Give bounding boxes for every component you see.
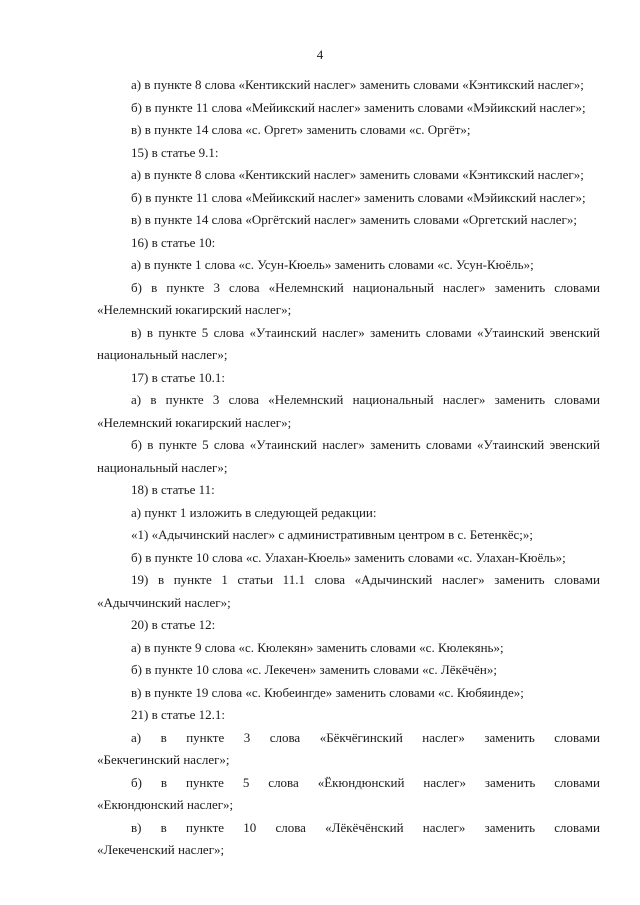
- word: в): [131, 324, 142, 340]
- word: наслег»: [422, 819, 466, 835]
- justified-line: [131, 281, 600, 294]
- word: в: [160, 729, 167, 745]
- word: б): [131, 774, 142, 790]
- word: национальный: [352, 392, 434, 407]
- justified-line: [131, 573, 600, 586]
- word: словами: [554, 392, 600, 407]
- paragraph-line: 21) в статье 12.1:: [131, 707, 226, 722]
- word: заменить: [494, 572, 545, 587]
- word: слова: [275, 819, 306, 835]
- word: в: [147, 437, 154, 452]
- page-number: 4: [316, 47, 324, 62]
- paragraph-line: в) в пункте 14 слова «с. Оргет» заменить словами «с. Оргёт»;: [131, 122, 471, 137]
- word: пункте: [158, 437, 197, 452]
- paragraph-line: 18) в статье 11:: [131, 482, 215, 497]
- continuation-line: «Нелемнский юкагирский наслег»;: [97, 414, 292, 430]
- paragraph-line: 16) в статье 10:: [131, 234, 216, 250]
- word: пункте: [173, 572, 212, 587]
- paragraph-line: в) в пункте 14 слова «Оргётский наслег» заменить словами «Оргетский наслег»;: [131, 212, 577, 227]
- word: слова: [269, 729, 301, 745]
- continuation-line: «Адыччинский наслег»;: [97, 594, 231, 610]
- word: 3: [213, 279, 220, 295]
- word: наслег»: [423, 774, 466, 790]
- justified-line: [131, 393, 600, 406]
- word: статьи: [237, 572, 274, 587]
- word: «Бёкчёгинский: [319, 729, 403, 745]
- word: 5: [201, 324, 209, 340]
- paragraph-line: б) в пункте 10 слова «с. Лекечен» заменить словами «с. Лёкёчён»;: [131, 662, 497, 677]
- paragraph-line: 15) в статье 9.1:: [131, 144, 219, 160]
- word: 3: [212, 392, 220, 407]
- word: пункте: [185, 774, 224, 790]
- word: пункте: [158, 324, 197, 340]
- word: заменить: [484, 729, 535, 745]
- word: словами: [554, 774, 600, 790]
- word: 19): [131, 572, 149, 587]
- word: в: [146, 324, 153, 340]
- word: заменить: [494, 392, 546, 407]
- word: б): [131, 437, 142, 452]
- word: национальный: [352, 279, 434, 295]
- word: 1: [221, 572, 228, 587]
- word: «Утаинский: [249, 437, 317, 452]
- paragraph-line: б) в пункте 10 слова «с. Улахан-Кюель» заменить словами «с. Улахан-Кюёль»;: [131, 549, 566, 565]
- word: слова: [213, 437, 245, 452]
- justified-line: [131, 731, 600, 744]
- word: слова: [268, 774, 299, 790]
- word: в: [150, 392, 157, 407]
- word: словами: [425, 324, 472, 340]
- paragraph-line: в) в пункте 19 слова «с. Кюбеингде» заменить словами «с. Кюбяинде»;: [131, 684, 524, 700]
- paragraph-line: а) в пункте 8 слова «Кентикский наслег» заменить словами «Кэнтикский наслег»;: [131, 77, 584, 92]
- word: в: [157, 572, 165, 587]
- word: заменить: [484, 774, 536, 790]
- paragraph-line: 17) в статье 10.1:: [131, 369, 226, 385]
- word: слова: [213, 324, 245, 340]
- word: 3: [243, 729, 251, 745]
- word: заменить: [494, 279, 546, 295]
- word: наслег»: [422, 729, 465, 745]
- word: наслег»: [322, 324, 365, 340]
- justified-line: [131, 438, 600, 451]
- word: эвенский: [549, 437, 600, 452]
- word: в: [160, 819, 167, 835]
- justified-line: [131, 821, 600, 834]
- word: «Утаинский: [249, 324, 317, 340]
- justified-line: [131, 776, 600, 789]
- word: 10: [243, 819, 257, 835]
- word: «Нелемнский: [268, 392, 344, 407]
- word: «Утаинский: [477, 437, 545, 452]
- word: словами: [554, 572, 600, 587]
- paragraph-line: а) в пункте 1 слова «с. Усун-Кюель» заменить словами «с. Усун-Кюёль»;: [131, 257, 534, 272]
- continuation-line: «Нелемнский юкагирский наслег»;: [97, 302, 292, 317]
- paragraph-line: б) в пункте 11 слова «Мейикский наслег» заменить словами «Мэйикский наслег»;: [131, 189, 586, 205]
- word: слова: [229, 279, 260, 295]
- word: слова: [314, 572, 346, 587]
- continuation-line: национальный наслег»;: [97, 347, 228, 362]
- word: заменить: [484, 819, 536, 835]
- word: пункте: [186, 729, 225, 745]
- word: «Нелемнский: [268, 279, 344, 295]
- word: «Адычинский: [354, 572, 433, 587]
- word: словами: [554, 279, 600, 295]
- paragraph-line: а) в пункте 8 слова «Кентикский наслег» заменить словами «Кэнтикский наслег»;: [131, 167, 584, 182]
- continuation-line: национальный наслег»;: [97, 459, 228, 475]
- word: 5: [242, 774, 250, 790]
- word: пункте: [165, 392, 204, 407]
- continuation-line: «Бекчегинский наслег»;: [97, 752, 230, 767]
- word: в: [160, 774, 168, 790]
- word: «Ёкюндюнский: [317, 774, 405, 790]
- word: а): [131, 392, 142, 407]
- word: словами: [554, 819, 600, 835]
- word: в: [151, 279, 158, 295]
- paragraph-line: а) пункт 1 изложить в следующей редакции:: [131, 504, 377, 520]
- word: наслег»: [443, 279, 486, 295]
- word: заменить: [370, 437, 421, 452]
- continuation-line: «Екюндюнский наслег»;: [97, 797, 234, 812]
- word: а): [131, 729, 142, 745]
- word: 5: [202, 437, 209, 452]
- paragraph-line: «1) «Адычинский наслег» с административным центром в с. Бетенкёс;»;: [131, 527, 533, 542]
- word: б): [131, 279, 142, 295]
- word: заменить: [370, 324, 421, 340]
- word: наслег»: [322, 437, 365, 452]
- word: наслег»: [441, 572, 485, 587]
- paragraph-line: а) в пункте 9 слова «с. Кюлекян» заменить словами «с. Кюлекянь»;: [131, 639, 504, 655]
- word: словами: [554, 729, 600, 745]
- justified-line: [131, 326, 600, 339]
- continuation-line: «Лекеченский наслег»;: [97, 842, 225, 857]
- word: пункте: [186, 819, 225, 835]
- word: слова: [228, 392, 260, 407]
- word: в): [131, 819, 142, 835]
- word: «Лёкёчёнский: [325, 819, 404, 835]
- word: «Утаинский: [476, 324, 545, 340]
- word: эвенский: [549, 324, 600, 340]
- paragraph-line: 20) в статье 12:: [131, 617, 216, 632]
- word: пункте: [166, 279, 205, 295]
- paragraph-line: б) в пункте 11 слова «Мейикский наслег» заменить словами «Мэйикский наслег»;: [131, 99, 586, 115]
- word: словами: [426, 437, 472, 452]
- word: наслег»: [442, 392, 486, 407]
- word: 11.1: [282, 572, 305, 587]
